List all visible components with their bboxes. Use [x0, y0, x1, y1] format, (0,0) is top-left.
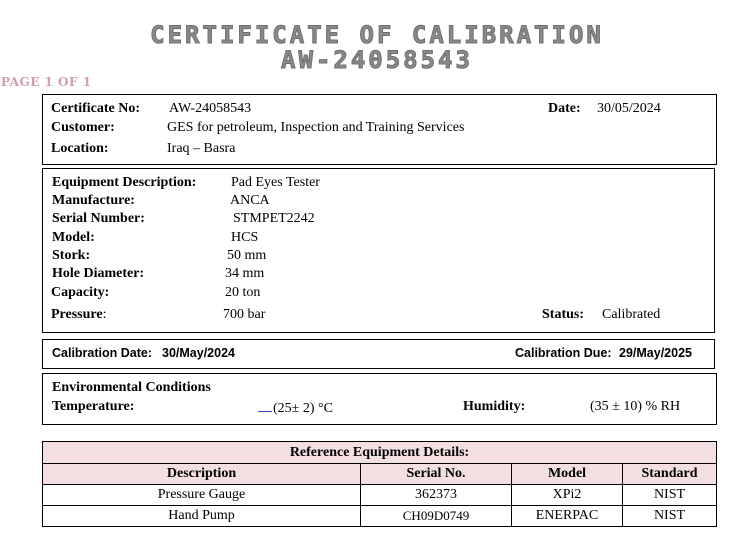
customer-label: Customer: — [51, 120, 115, 135]
calibration-date-label: Calibration Date: — [52, 346, 153, 360]
model-value: HCS — [231, 230, 259, 245]
environment-heading: Environmental Conditions — [52, 380, 211, 395]
manufacture-value: ANCA — [230, 193, 270, 208]
column-header-standard: Standard — [623, 464, 717, 485]
humidity-label: Humidity: — [463, 399, 526, 414]
certificate-no-label: Certificate No: — [51, 101, 141, 116]
certificate-no-value: AW-24058543 — [169, 101, 252, 116]
pressure-value: 700 bar — [223, 307, 266, 322]
humidity-value: (35 ± 10) % RH — [590, 399, 681, 414]
table-cell: CH09D0749 — [361, 506, 512, 527]
environment-box — [42, 373, 717, 425]
table-row — [43, 506, 717, 527]
capacity-value: 20 ton — [225, 285, 261, 300]
column-header-model: Model — [512, 464, 623, 485]
hole-diameter-value: 34 mm — [225, 266, 265, 281]
temperature-label: Temperature: — [52, 399, 135, 414]
customer-value: GES for petroleum, Inspection and Training Services — [167, 120, 465, 135]
serial-number-label: Serial Number: — [52, 211, 145, 226]
equipment-box — [42, 168, 715, 333]
location-label: Location: — [51, 141, 109, 156]
temperature-text: (25± 2) °C — [273, 401, 333, 416]
date-label: Date: — [548, 101, 581, 116]
field-underline — [258, 399, 272, 412]
serial-number-value: STMPET2242 — [233, 211, 315, 226]
table-cell: XPi2 — [512, 485, 623, 506]
table-row — [43, 485, 717, 506]
certificate-number-title: AW-24058543 — [281, 46, 473, 74]
calibration-date-value: 30/May/2024 — [162, 346, 235, 360]
column-header-description: Description — [43, 464, 361, 485]
date-value: 30/05/2024 — [597, 101, 661, 116]
table-cell: NIST — [623, 485, 717, 506]
capacity-label: Capacity: — [51, 285, 110, 300]
stork-value: 50 mm — [227, 248, 267, 263]
status-label: Status: — [542, 307, 585, 322]
column-header-serial: Serial No. — [361, 464, 512, 485]
pressure-label-colon: : — [102, 307, 107, 322]
table-cell: Pressure Gauge — [43, 485, 361, 506]
pressure-label-text: Pressure — [51, 307, 103, 322]
hole-diameter-label: Hole Diameter: — [52, 266, 145, 281]
location-value: Iraq – Basra — [167, 141, 236, 156]
table-cell: ENERPAC — [512, 506, 623, 527]
equipment-description-value: Pad Eyes Tester — [231, 175, 320, 190]
header-box — [42, 94, 717, 165]
equipment-description-label: Equipment Description: — [52, 175, 197, 190]
calibration-due-value: 29/May/2025 — [619, 346, 692, 360]
table-cell: NIST — [623, 506, 717, 527]
pressure-label — [51, 307, 106, 323]
model-label: Model: — [52, 230, 95, 245]
calibration-due-label: Calibration Due: — [515, 346, 612, 360]
temperature-value — [258, 399, 333, 417]
page-indicator: PAGE 1 OF 1 — [1, 75, 92, 89]
reference-table-caption: Reference Equipment Details: — [43, 442, 717, 464]
status-value: Calibrated — [602, 307, 661, 322]
stork-label: Stork: — [52, 248, 91, 263]
calibration-dates-box — [42, 339, 715, 369]
table-cell: 362373 — [361, 485, 512, 506]
table-cell: Hand Pump — [43, 506, 361, 527]
manufacture-label: Manufacture: — [52, 193, 135, 208]
reference-equipment-table — [42, 441, 717, 527]
certificate-title: CERTIFICATE OF CALIBRATION — [150, 21, 604, 49]
